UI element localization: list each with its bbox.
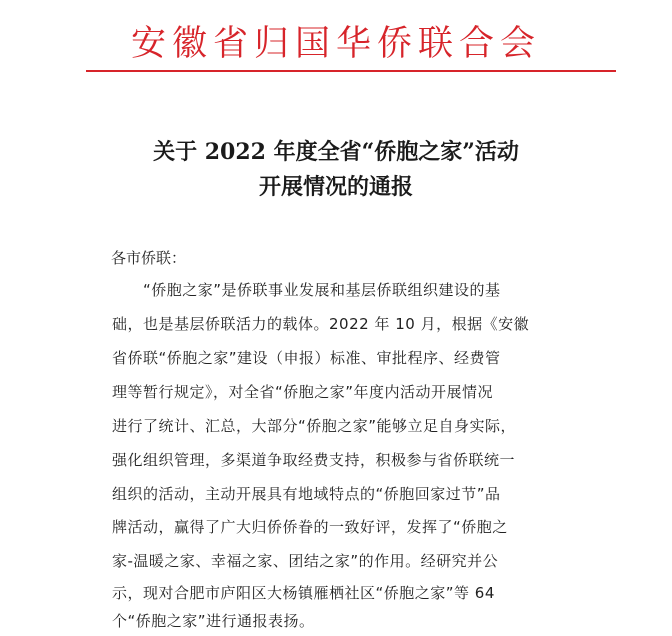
body-line: 牌活动，赢得了广大归侨侨眷的一致好评，发挥了“侨胞之 — [112, 518, 508, 536]
body-line: 强化组织管理，多渠道争取经费支持，积极参与省侨联统一 — [112, 451, 516, 469]
body-line: 个“侨胞之家”进行通报表扬。 — [112, 612, 315, 630]
letterhead-title: 安徽省归国华侨联合会 — [130, 24, 541, 64]
body-line: “侨胞之家”是侨联事业发展和基层侨联组织建设的基 — [112, 281, 501, 299]
salutation: 各市侨联： — [111, 249, 187, 267]
body-line: 示，现对合肥市庐阳区大杨镇雁栖社区“侨胞之家”等 64 — [112, 584, 495, 602]
body-line: 进行了统计、汇总，大部分“侨胞之家”能够立足自身实际， — [112, 417, 517, 435]
body-line: 省侨联“侨胞之家”建设（申报）标准、审批程序、经费管 — [112, 349, 501, 367]
document-title-line-2: 开展情况的通报 — [258, 174, 413, 200]
body-line: 础，也是基层侨联活力的载体。2022 年 10 月，根据《安徽 — [112, 315, 530, 333]
document-title-line-1: 关于 2022 年度全省“侨胞之家”活动 — [153, 139, 519, 165]
body-line: 理等暂行规定》，对全省“侨胞之家”年度内活动开展情况 — [112, 383, 494, 401]
body-line: 组织的活动，主动开展具有地域特点的“侨胞回家过节”品 — [112, 485, 501, 503]
letterhead-red-rule — [86, 70, 616, 72]
body-line: 家-温暖之家、幸福之家、团结之家”的作用。经研究并公 — [112, 552, 499, 570]
